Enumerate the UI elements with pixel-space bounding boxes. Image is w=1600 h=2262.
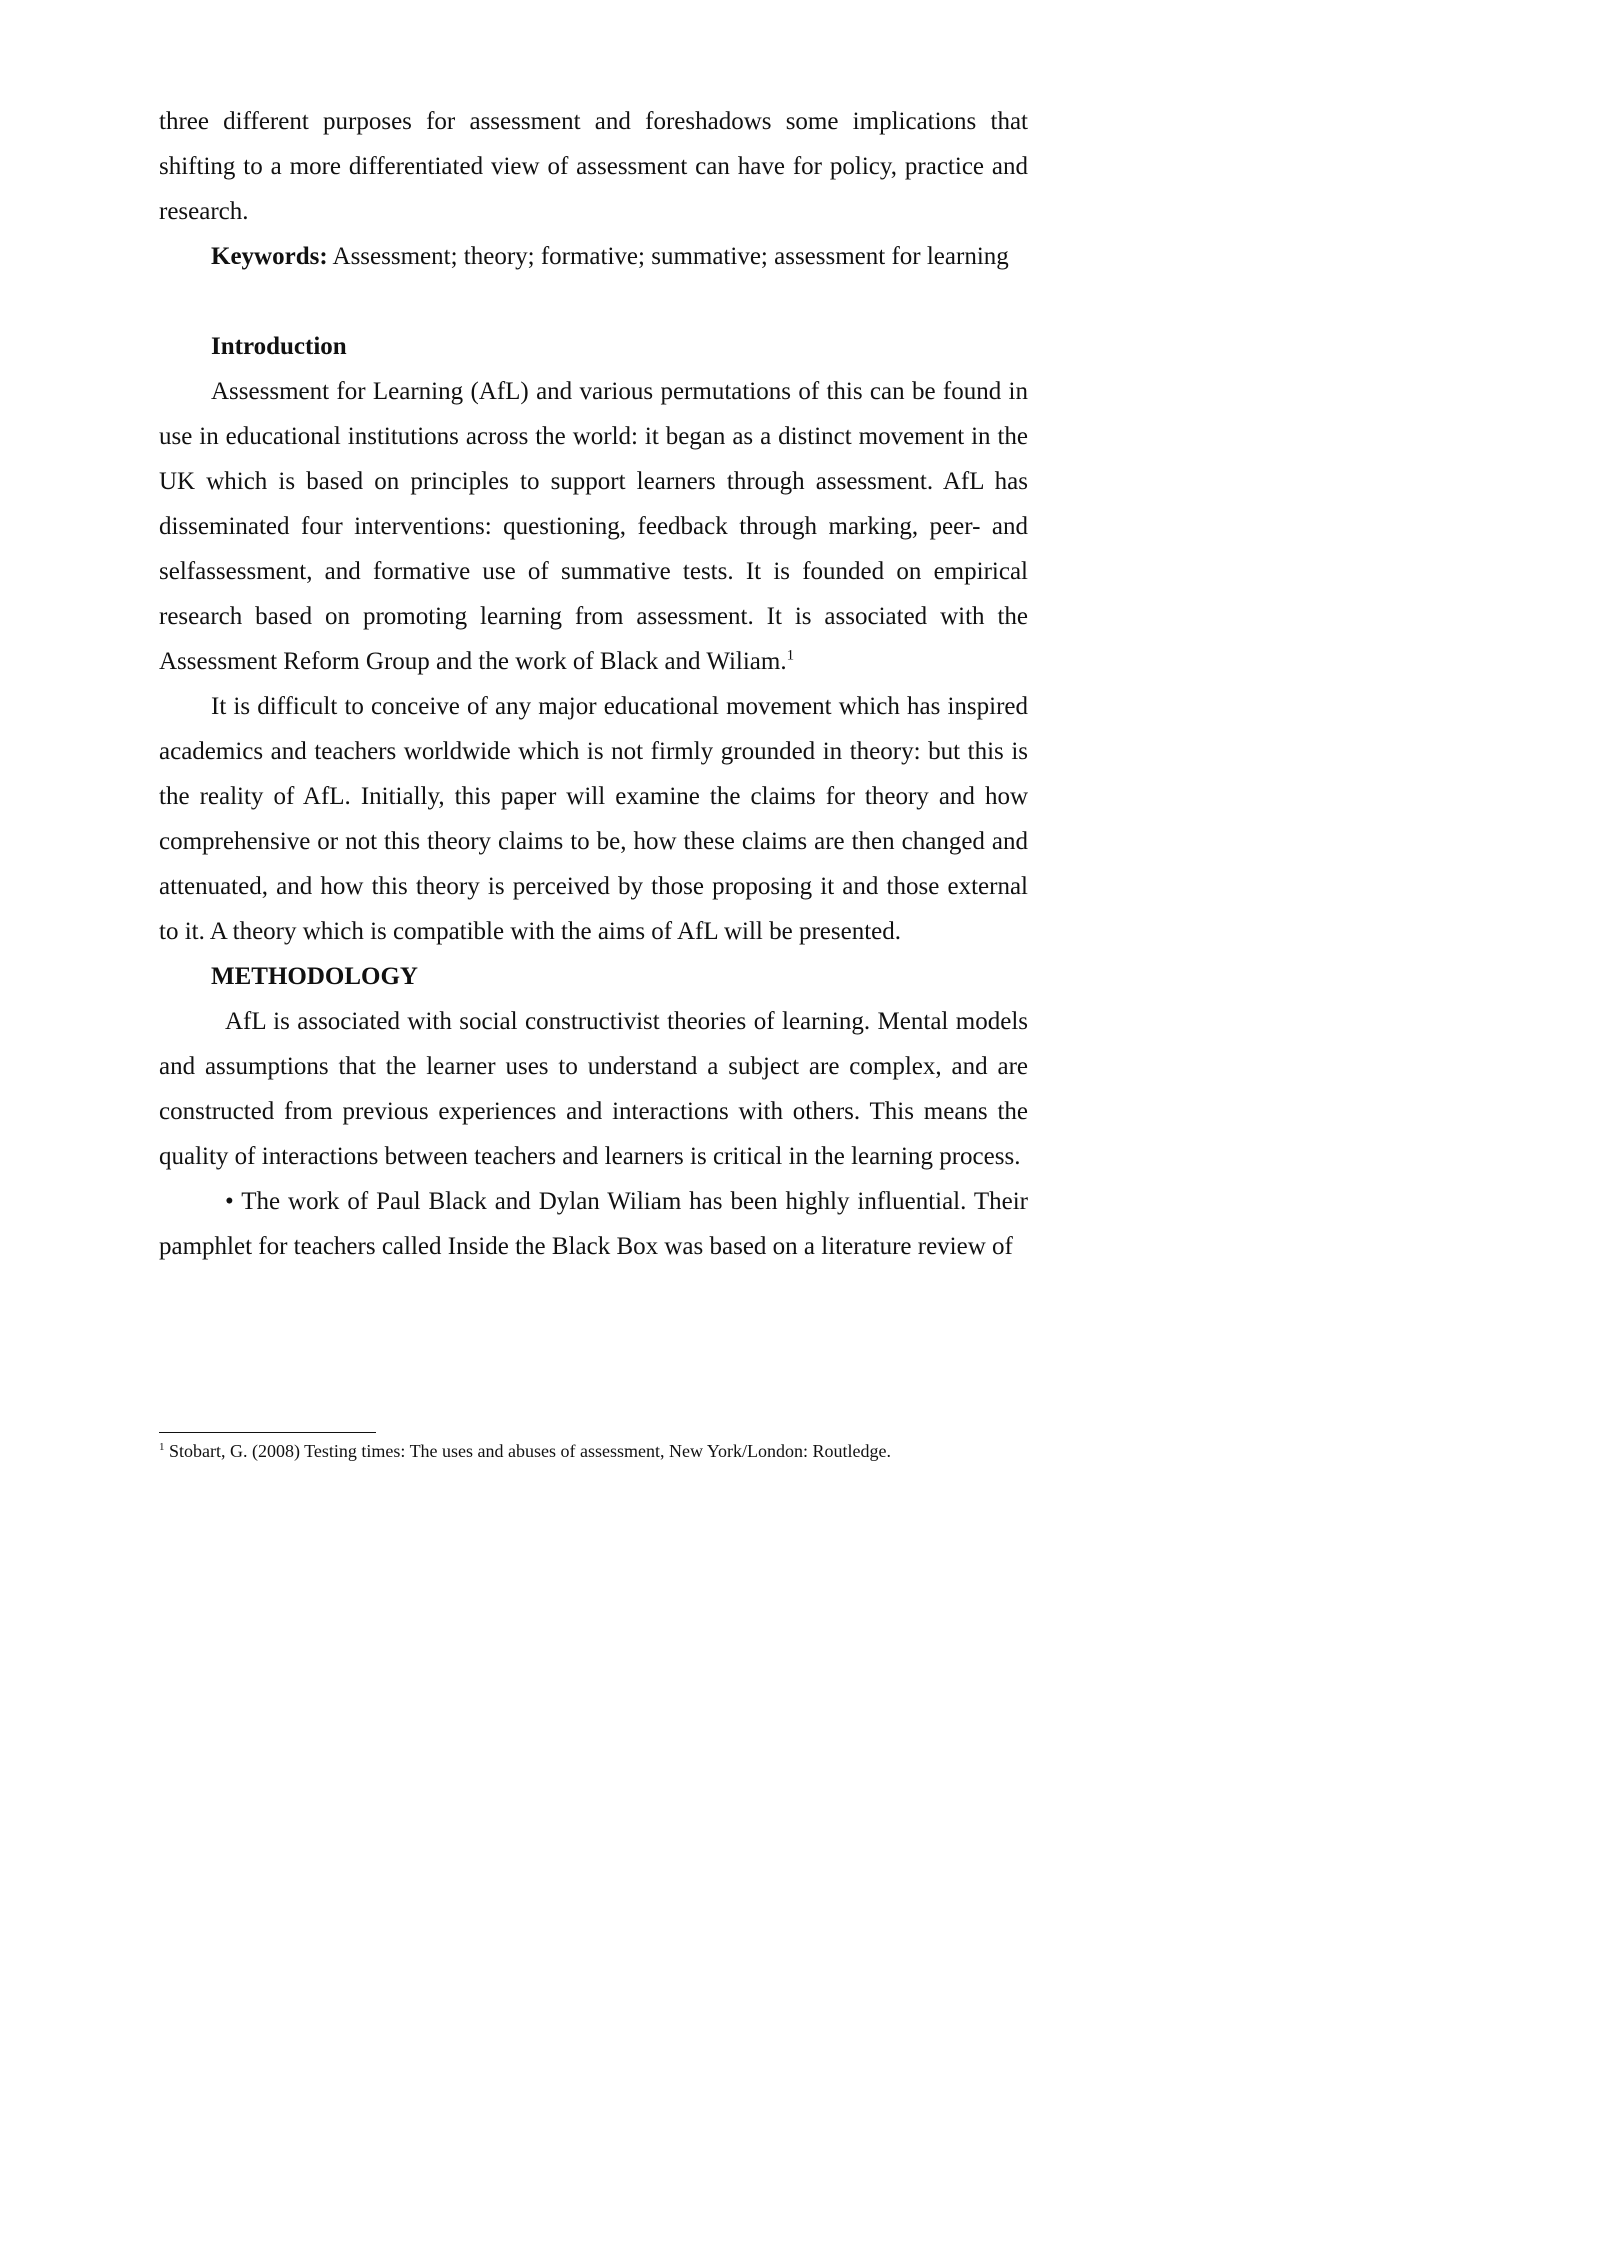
footnote [159,1440,1028,1462]
keywords-paragraph [159,234,1028,279]
keywords-label: Keywords: [211,243,328,270]
document-body [159,99,1028,1269]
intro-paragraph-1 [159,369,1028,684]
methodology-paragraph: AfL is associated with social constructivist theories of learning. Mental models and assumptions that the learner uses to understand a subject are complex, and are constructed from previous experiences and interactions with others. This means the quality of interactions between teachers and learners is critical in the learning process. [159,1008,1028,1170]
bullet-paragraph: • The work of Paul Black and Dylan Wiliam has been highly influential. Their pamphlet for teachers called Inside the Black Box was based on a literature review of [159,1188,1028,1260]
section-spacer [159,279,1028,324]
intro-paragraph-1-text: Assessment for Learning (AfL) and various permutations of this can be found in use in educational institutions across the world: it began as a distinct movement in the UK which is based on principles to support learners through assessment. AfL has disseminated four interventions: questioning, feedback through marking, peer- and selfassessment, and formative use of summative tests. It is founded on empirical research based on promoting learning from assessment. It is associated with the Assessment Reform Group and the work of Black and Wiliam. [159,378,1028,675]
introduction-heading: Introduction [211,333,347,360]
footnote-number: 1 [159,1441,165,1453]
intro-paragraph-2: It is difficult to conceive of any major educational movement which has inspired academics and teachers worldwide which is not firmly grounded in theory: but this is the reality of AfL. Initially, this paper will examine the claims for theory and how comprehensive or not this theory claims to be, how these claims are then changed and attenuated, and how this theory is perceived by those proposing it and those external to it. A theory which is compatible with the aims of AfL will be presented. [159,693,1028,945]
keywords-text: Assessment; theory; formative; summative; assessment for learning [327,243,1009,270]
opening-paragraph: three different purposes for assessment and foreshadows some implications that shifting to a more differentiated view of assessment can have for policy, practice and research. [159,108,1028,225]
footnote-reference[interactable]: 1 [786,647,795,664]
methodology-heading: METHODOLOGY [211,963,418,990]
footnote-separator [159,1432,376,1433]
footnote-text: Stobart, G. (2008) Testing times: The uses and abuses of assessment, New York/London: Routledge. [164,1441,892,1461]
